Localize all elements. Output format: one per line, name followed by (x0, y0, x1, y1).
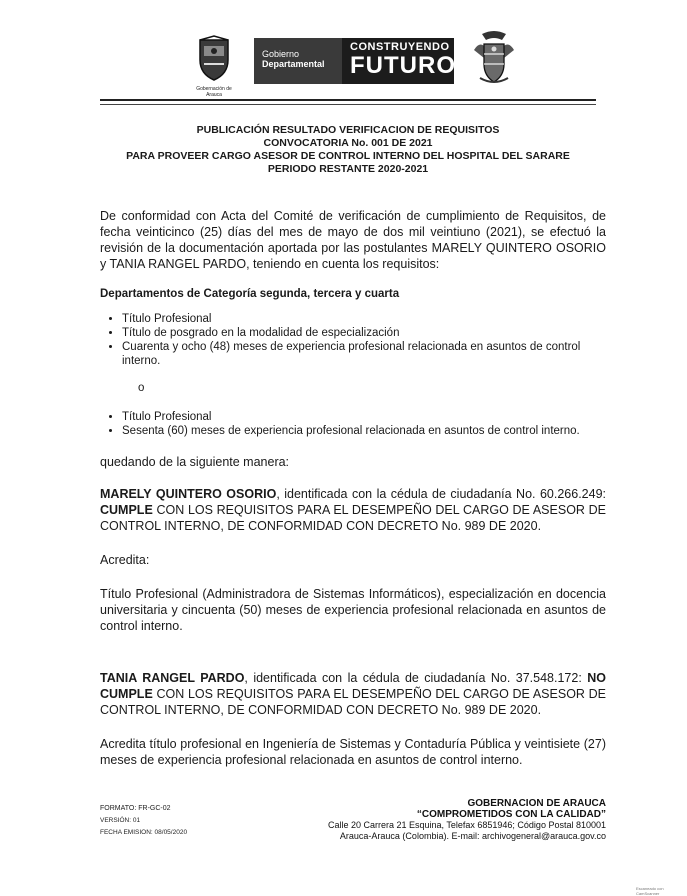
list-item: • Título de posgrado en la modalidad de especialización (122, 326, 606, 340)
list-item: • Cuarenta y ocho (48) meses de experiencia profesional relacionada en asuntos de control interno. (122, 340, 606, 368)
footer-email: Arauca-Arauca (Colombia). E-mail: archivogeneral@arauca.gov.co (339, 831, 606, 841)
colombia-coat-of-arms-icon (472, 30, 516, 86)
arauca-shield-logo (196, 34, 232, 82)
form-metadata: FORMATO: FR-GC-02 VERSIÓN: 01 FECHA EMISION: 08/05/2020 (100, 805, 188, 836)
footer-address: Calle 20 Carrera 21 Esquina, Telefax 6851946; Código Postal 810001 (327, 820, 606, 830)
document-title: PUBLICACIÓN RESULTADO VERIFICACION DE REQUISITOS CONVOCATORIA No. 001 DE 2021 PARA PROVEER CARGO ASESOR DE CONTROL INTERNO DEL HOSPITAL DEL SARARE PERIODO RESTANTE 2020-2021 (126, 124, 570, 175)
gobierno-banner (254, 38, 454, 84)
candidate1-status: CUMPLE (100, 503, 153, 517)
candidate1-credentials: Título Profesional (Administradora de Sistemas Informáticos), especialización en docencia universitaria y cincuenta (50) meses de experiencia profesional relacionada en asuntos de control interno. (100, 587, 606, 633)
letterhead (0, 26, 687, 96)
or-separator: o (138, 382, 145, 394)
acredita-label: Acredita: (100, 553, 150, 567)
footer-org: GOBERNACION DE ARAUCA (467, 798, 606, 809)
section-heading: Departamentos de Categoría segunda, tercera y cuarta (100, 288, 400, 300)
slogan-main: FUTURO (350, 52, 456, 79)
candidate2-result: TANIA RANGEL PARDO, identificada con la cédula de ciudadanía No. 37.548.172: NO CUMPLE CON LOS REQUISITOS PARA EL DESEMPEÑO DEL CARGO DE ASESOR DE CONTROL INTERNO, DE CONFORMIDAD CON DECRETO No. 989 DE 2020. (100, 671, 606, 717)
gobierno-text: Gobierno Departamental (262, 49, 325, 69)
list-item: • Sesenta (60) meses de experiencia profesional relacionada en asuntos de control interno. (122, 424, 606, 438)
intro-paragraph: De conformidad con Acta del Comité de verificación de cumplimiento de Requisitos, de fecha veinticinco (25) días del mes de mayo de dos mil veintiuno (2021), se efectuó la revisión de la documentación aportada por las postulantes MARELY QUINTERO OSORIO y TANIA RANGEL PARDO, teniendo en cuenta los requisitos: (100, 209, 606, 271)
list-item: • Título Profesional (122, 312, 606, 326)
candidate2-status: NO CUMPLE (100, 671, 606, 701)
footer-contact (300, 798, 606, 842)
candidate1-name: MARELY QUINTERO OSORIO (100, 487, 277, 501)
quedando-text: quedando de la siguiente manera: (100, 455, 290, 469)
list-item: • Título Profesional (122, 410, 606, 424)
requirements-list-a (100, 312, 606, 368)
candidate1-result: MARELY QUINTERO OSORIO, identificada con la cédula de ciudadanía No. 60.266.249: CUMPLE CON LOS REQUISITOS PARA EL DESEMPEÑO DEL CARGO DE ASESOR DE CONTROL INTERNO, DE CONFORMIDAD CON DECRETO No. 989 DE 2020. (100, 487, 606, 533)
scanner-watermark: Escaneado con CamScanner (636, 886, 664, 896)
header-divider (100, 99, 596, 101)
footer-motto: “COMPROMETIDOS CON LA CALIDAD” (416, 809, 606, 820)
requirements-list-b (100, 410, 606, 438)
slogan-top: CONSTRUYENDO (350, 41, 450, 53)
shield-caption: Gobernación de Arauca (196, 86, 232, 98)
candidate2-name: TANIA RANGEL PARDO (100, 671, 245, 685)
document-body (100, 208, 606, 768)
header-divider-thin (100, 104, 596, 105)
candidate2-credentials: Acredita título profesional en Ingeniería de Sistemas y Contaduría Pública y veintisiete (27) meses de experiencia profesional relacionada en asuntos de control interno. (100, 737, 606, 767)
